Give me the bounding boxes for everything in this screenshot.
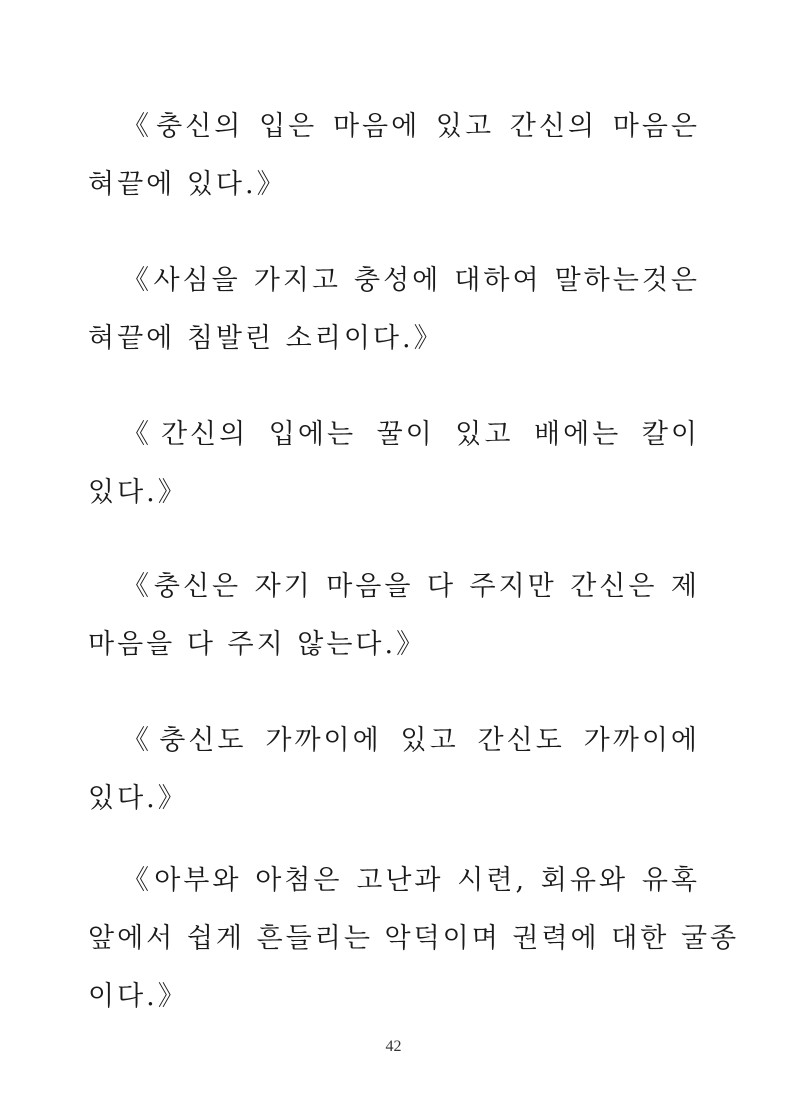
paragraph-5 (88, 712, 700, 828)
paragraph-line: 《충신은 자기 마음을 다 주지만 간신은 제 (122, 571, 700, 602)
paragraph-3 (88, 406, 700, 522)
paragraph-line: 혀끝에 있다.》 (88, 169, 287, 200)
paragraph-1 (88, 98, 700, 214)
page-number: 42 (385, 1038, 402, 1055)
paragraph-4 (88, 558, 700, 674)
paragraph-line: 《충신의 입은 마음에 있고 간신의 마음은 (122, 111, 700, 142)
paragraph-2 (88, 252, 700, 368)
paragraph-line: 《간신의 입에는 꿀이 있고 배에는 칼이 (122, 419, 700, 450)
paragraph-line: 있다.》 (88, 783, 188, 814)
paragraph-line: 마음을 다 주지 않는다.》 (88, 629, 427, 660)
paragraph-line: 《아부와 아첨은 고난과 시련, 회유와 유혹 (122, 865, 700, 896)
paragraph-line: 있다.》 (88, 477, 188, 508)
paragraph-line: 《사심을 가지고 충성에 대하여 말하는것은 (122, 265, 700, 296)
paragraph-line: 이다.》 (88, 981, 188, 1012)
paragraph-line: 《충신도 가까이에 있고 간신도 가까이에 (122, 725, 700, 756)
paragraph-line: 앞에서 쉽게 흔들리는 악덕이며 권력에 대한 굴종 (88, 923, 740, 954)
paragraph-6 (88, 852, 740, 1026)
paragraph-line: 혀끝에 침발린 소리이다.》 (88, 323, 444, 354)
